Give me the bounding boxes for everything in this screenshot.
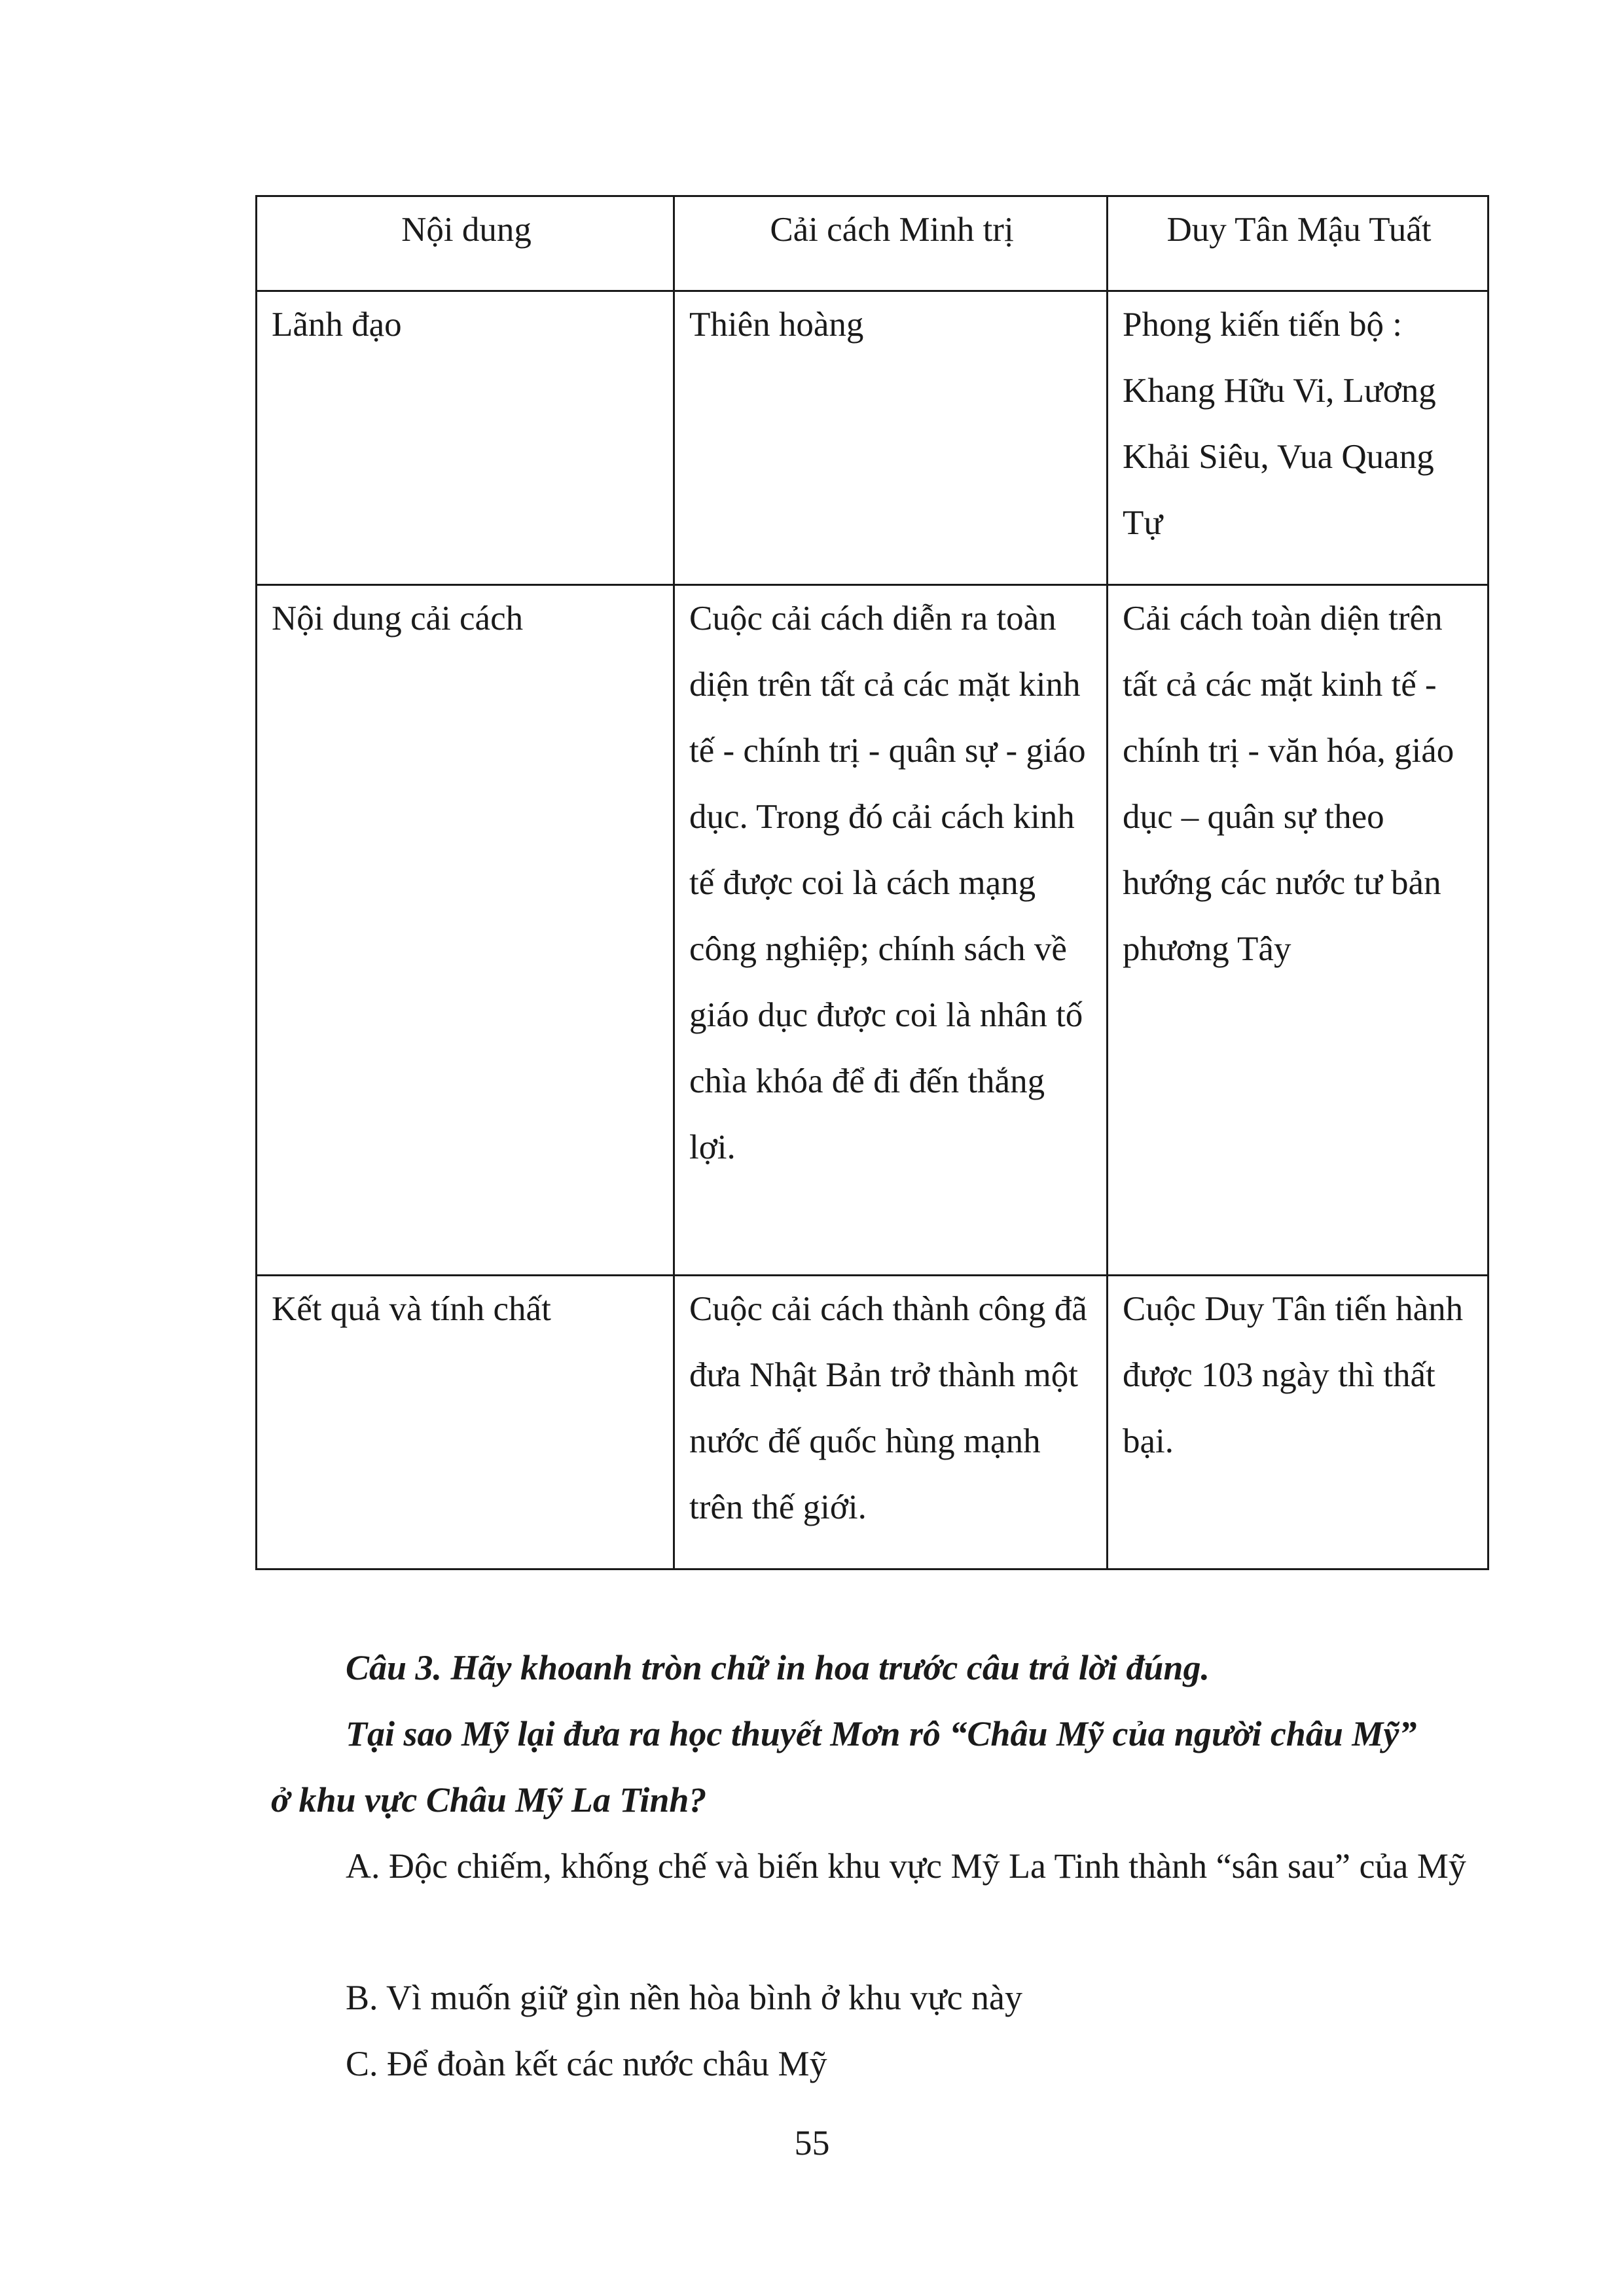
row-label: Kết quả và tính chất xyxy=(257,1276,674,1570)
cell-duy-tan: Phong kiến tiến bộ : Khang Hữu Vi, Lương Khải Siêu, Vua Quang Tự xyxy=(1108,291,1489,585)
answer-option-a[interactable]: A. Độc chiếm, khống chế và biến khu vực Mỹ La Tinh thành “sân sau” của Mỹ xyxy=(346,1846,1466,1886)
header-minh-tri: Cải cách Minh trị xyxy=(674,196,1108,291)
answer-option-c[interactable]: C. Để đoàn kết các nước châu Mỹ xyxy=(346,2044,827,2083)
cell-duy-tan: Cuộc Duy Tân tiến hành được 103 ngày thì thất bại. xyxy=(1108,1276,1489,1570)
table-header-row xyxy=(257,196,1489,291)
row-label: Lãnh đạo xyxy=(257,291,674,585)
header-content: Nội dung xyxy=(257,196,674,291)
table-row xyxy=(257,585,1489,1276)
header-duy-tan: Duy Tân Mậu Tuất xyxy=(1108,196,1489,291)
table-row xyxy=(257,291,1489,585)
cell-minh-tri: Cuộc cải cách thành công đã đưa Nhật Bản trở thành một nước đế quốc hùng mạnh trên thế giới. xyxy=(674,1276,1108,1570)
comparison-table xyxy=(255,195,1489,1570)
cell-minh-tri: Thiên hoàng xyxy=(674,291,1108,585)
row-label: Nội dung cải cách xyxy=(257,585,674,1276)
cell-minh-tri: Cuộc cải cách diễn ra toàn diện trên tất cả các mặt kinh tế - chính trị - quân sự - giáo dục. Trong đó cải cách kinh tế được coi là cách mạng công nghiệp; chính sách về giáo dục được coi là nhân tố chìa khóa để đi đến thắng lợi. xyxy=(674,585,1108,1276)
cell-duy-tan: Cải cách toàn diện trên tất cả các mặt kinh tế - chính trị - văn hóa, giáo dục – quân sự theo hướng các nước tư bản phương Tây xyxy=(1108,585,1489,1276)
answer-option-b[interactable]: B. Vì muốn giữ gìn nền hòa bình ở khu vực này xyxy=(346,1978,1023,2017)
question-text: Tại sao Mỹ lại đưa ra học thuyết Mơn rô “Châu Mỹ của người châu Mỹ” ở khu vực Châu Mỹ La Tinh? xyxy=(271,1714,1417,1820)
page-number: 55 xyxy=(794,2123,830,2162)
table-row xyxy=(257,1276,1489,1570)
question-title: Câu 3. Hãy khoanh tròn chữ in hoa trước câu trả lời đúng. xyxy=(346,1648,1210,1687)
